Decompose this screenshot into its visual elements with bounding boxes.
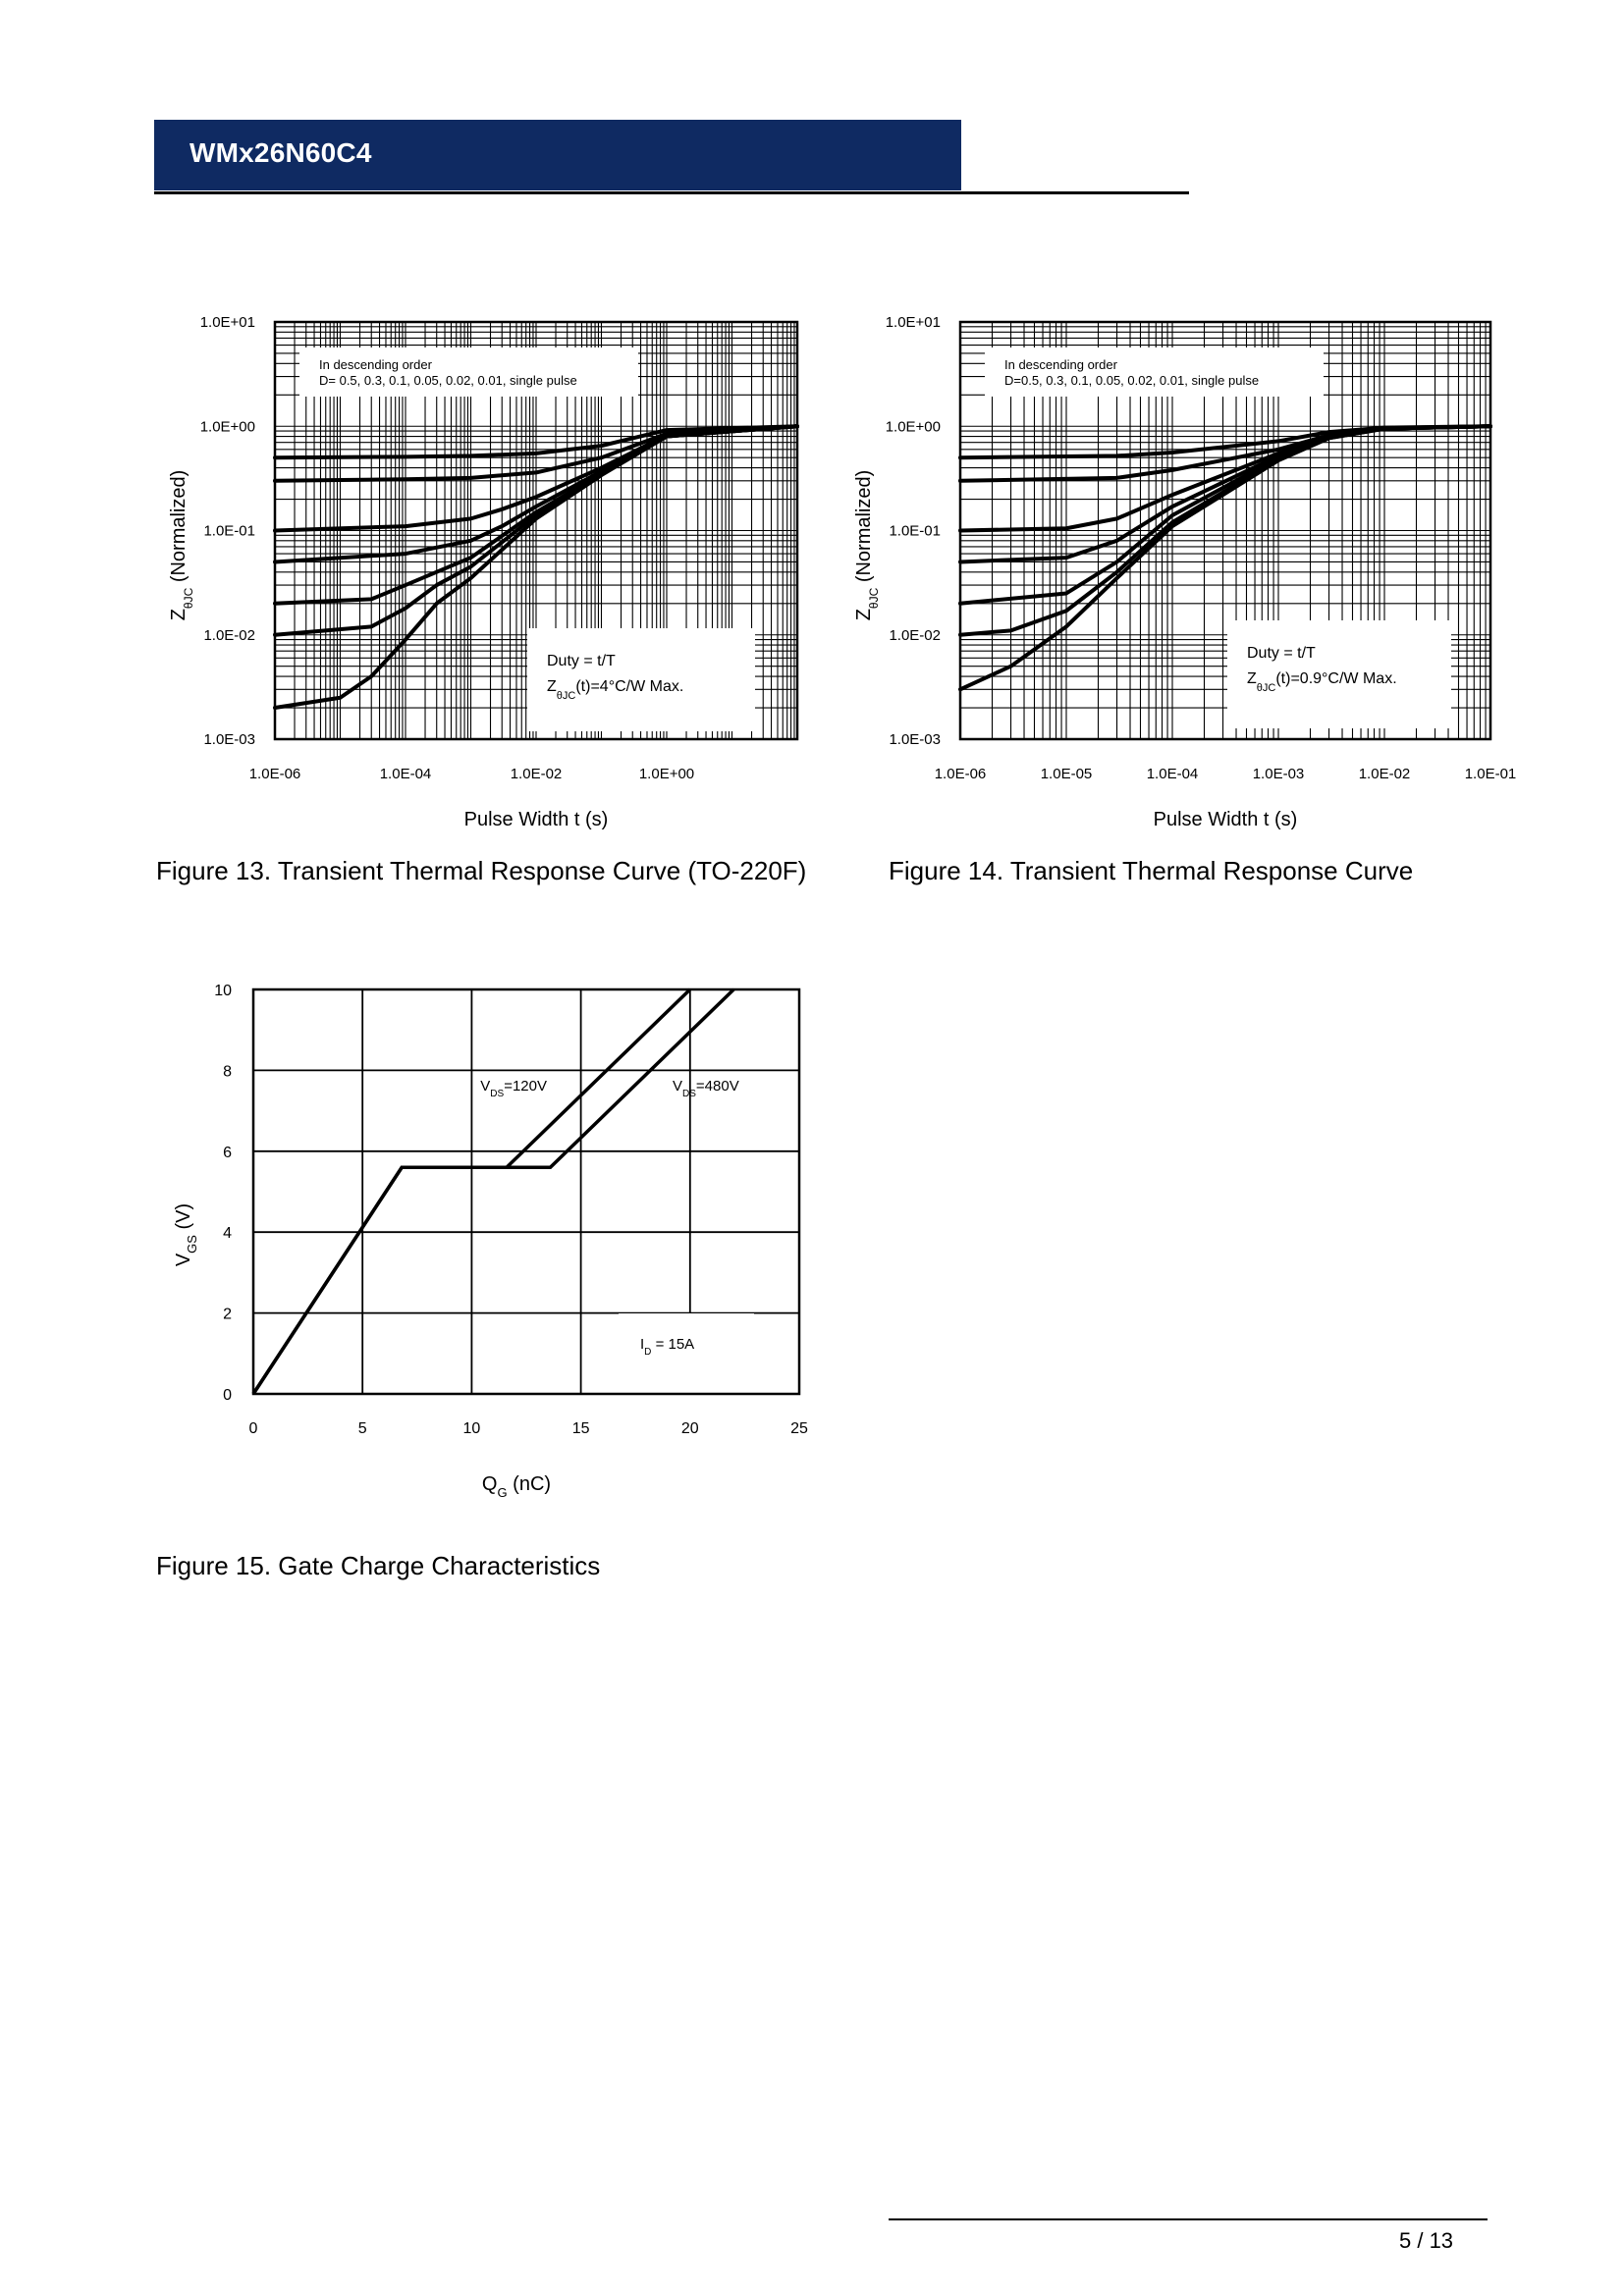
y-tick-label: 4 <box>223 1225 232 1243</box>
y-tick-label: 1.0E-03 <box>889 731 941 748</box>
x-tick-label: 10 <box>462 1420 481 1437</box>
y-axis-label: $Z_{\theta JC}$ (Normalized) <box>853 469 881 621</box>
y-tick-label: 8 <box>223 1063 232 1081</box>
x-tick-label: 1.0E-02 <box>510 766 563 782</box>
legend-line-1: In descending order <box>319 357 432 372</box>
y-tick-label: 10 <box>214 983 232 999</box>
x-tick-label: 5 <box>357 1420 367 1437</box>
page-number: 5 / 13 <box>1399 2228 1454 2253</box>
legend-line-1: In descending order <box>1004 357 1117 372</box>
x-tick-label: 1.0E-03 <box>1252 766 1305 782</box>
x-tick-label: 15 <box>571 1420 590 1437</box>
series-line-d-0-02 <box>960 426 1490 604</box>
document-title: WMx26N60C4 <box>189 137 372 168</box>
label-vds-480v: $V_{DS}=480V$ <box>673 1078 739 1099</box>
y-tick-label: 0 <box>223 1387 232 1404</box>
caption-fig14: Figure 14. Transient Thermal Response Curve <box>889 856 1414 885</box>
legend-box <box>985 347 1324 397</box>
x-axis-label: $Q_G$ (nC) <box>481 1473 552 1500</box>
label-vds-120v: $V_{DS}=120V$ <box>480 1078 548 1099</box>
note-line-2: $Z_{\theta JC}(t)=0.9^\circ C/W$ Max. <box>1247 670 1397 694</box>
y-tick-label: 1.0E+00 <box>885 418 941 436</box>
legend-box <box>299 347 638 397</box>
x-axis-label: Pulse Width t (s) <box>463 809 609 830</box>
x-tick-label: 1.0E-01 <box>1464 766 1517 782</box>
y-tick-label: 1.0E-03 <box>203 731 255 748</box>
x-tick-label: 1.0E-02 <box>1358 766 1411 782</box>
y-tick-label: 6 <box>223 1144 232 1161</box>
x-tick-label: 1.0E+00 <box>638 766 695 782</box>
y-tick-label: 1.0E-02 <box>203 626 255 644</box>
legend-line-2: D=0.5, 0.3, 0.1, 0.05, 0.02, 0.01, single pulse <box>1004 373 1260 388</box>
header-rule <box>154 191 1189 194</box>
x-tick-label: 1.0E-04 <box>1146 766 1199 782</box>
note-line-1: Duty = t/T <box>547 653 616 669</box>
x-tick-label: 1.0E-06 <box>248 766 301 782</box>
x-axis-label: Pulse Width t (s) <box>1153 809 1298 830</box>
note-line-2: $Z_{\theta JC}(t)=4^\circ C/W$ Max. <box>547 678 684 702</box>
x-tick-label: 1.0E-04 <box>379 766 432 782</box>
y-tick-label: 1.0E-02 <box>889 626 941 644</box>
caption-fig15: Figure 15. Gate Charge Characteristics <box>156 1551 601 1580</box>
y-tick-label: 1.0E+01 <box>885 314 941 331</box>
chart-fig13 <box>147 304 825 844</box>
note-box <box>619 1313 754 1394</box>
y-tick-label: 1.0E+01 <box>199 314 255 331</box>
x-tick-label: 1.0E-05 <box>1040 766 1093 782</box>
x-tick-label: 20 <box>680 1420 699 1437</box>
chart-fig15 <box>147 972 835 1512</box>
x-tick-label: 25 <box>790 1420 808 1437</box>
note-id-label: $I_D = 15A$ <box>640 1336 695 1358</box>
y-tick-label: 1.0E-01 <box>889 522 941 540</box>
note-line-1: Duty = t/T <box>1247 645 1316 662</box>
y-tick-label: 1.0E+00 <box>199 418 255 436</box>
y-tick-label: 1.0E-01 <box>203 522 255 540</box>
footer-rule <box>889 2218 1488 2220</box>
y-axis-label: $V_{GS}$ (V) <box>173 1202 199 1267</box>
chart-fig14 <box>835 304 1532 844</box>
y-tick-label: 2 <box>223 1306 232 1323</box>
caption-fig13: Figure 13. Transient Thermal Response Curve (TO-220F) <box>156 856 807 885</box>
x-tick-label: 0 <box>248 1420 258 1437</box>
legend-line-2: D= 0.5, 0.3, 0.1, 0.05, 0.02, 0.01, single pulse <box>319 373 577 388</box>
y-axis-label: $Z_{\theta JC}$ (Normalized) <box>168 469 195 621</box>
x-tick-label: 1.0E-06 <box>934 766 987 782</box>
header-bar <box>154 120 961 190</box>
